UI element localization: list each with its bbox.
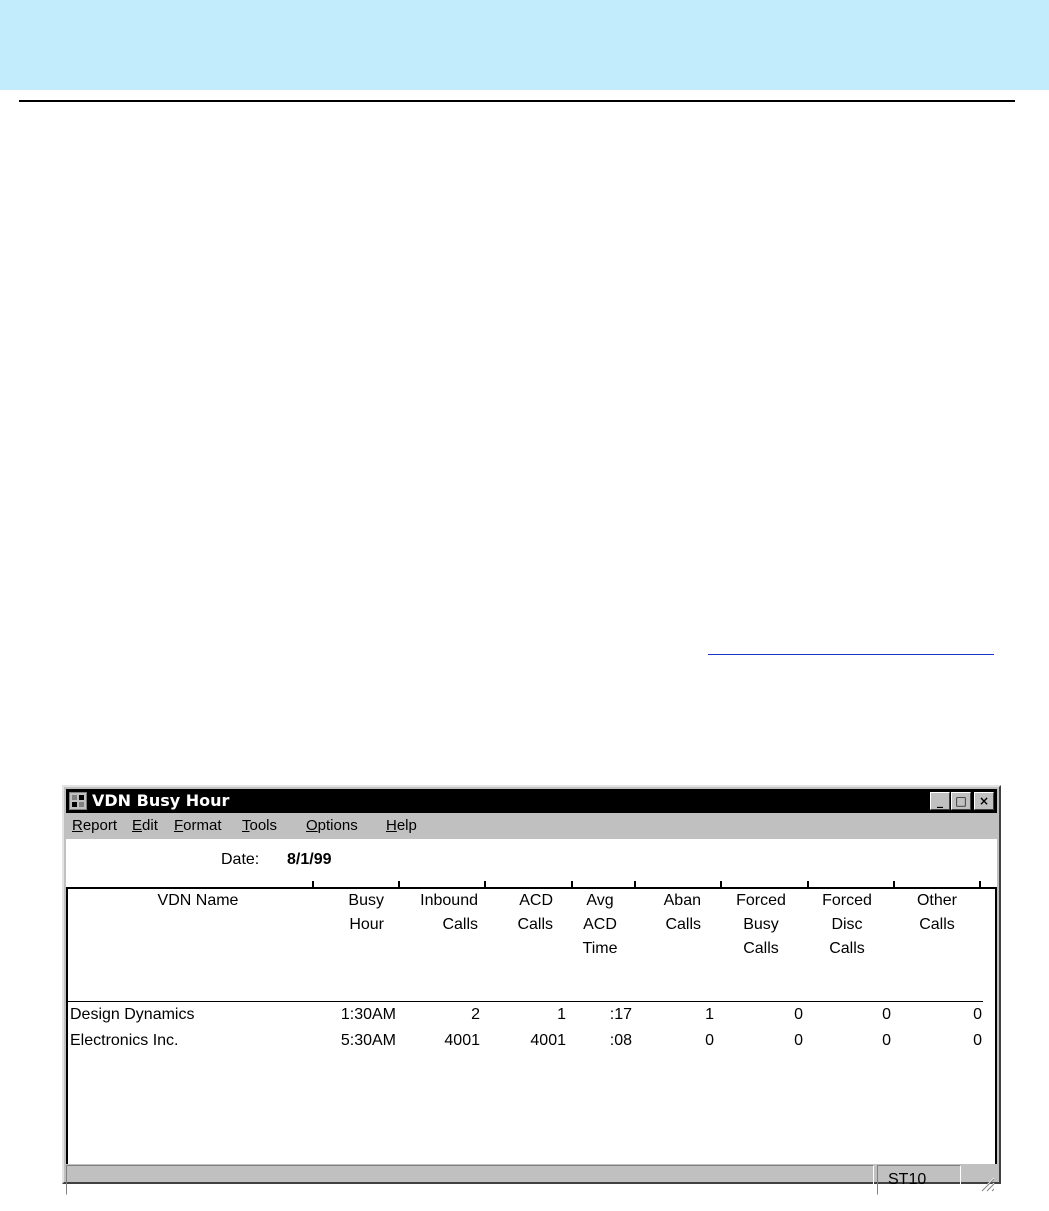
- page-header-band: [0, 0, 1049, 90]
- report-content: [66, 839, 997, 1164]
- date-value: 8/1/99: [287, 851, 332, 868]
- cell-vdn-name: Electronics Inc.: [70, 1032, 179, 1049]
- column-header-vdn-name[interactable]: VDN Name: [157, 892, 239, 909]
- minimize-icon: _: [937, 794, 943, 808]
- menu-help[interactable]: Help: [386, 817, 417, 834]
- window-title: VDN Busy Hour: [92, 791, 230, 810]
- menu-edit[interactable]: Edit: [132, 817, 158, 834]
- column-header-other-calls[interactable]: Other Calls: [916, 892, 957, 933]
- header-rule: [19, 100, 1015, 102]
- column-header-busy-hour[interactable]: Busy Hour: [348, 892, 384, 933]
- menu-bar: [66, 815, 997, 837]
- column-divider[interactable]: [484, 881, 486, 889]
- column-divider[interactable]: [398, 881, 400, 889]
- menu-report[interactable]: Report: [72, 817, 118, 834]
- cell-busy-hour: 1:30AM: [340, 1006, 396, 1023]
- column-header-aban-calls[interactable]: Aban Calls: [663, 892, 701, 933]
- cell-aban-calls: 1: [705, 1006, 714, 1023]
- cell-other-calls: 0: [973, 1006, 982, 1023]
- cell-other-calls: 0: [973, 1032, 982, 1049]
- cell-inbound-calls: 4001: [444, 1032, 480, 1049]
- title-bar[interactable]: [66, 789, 997, 813]
- report-window: [62, 785, 1001, 1188]
- column-header-forced-busy-calls[interactable]: Forced Busy Calls: [736, 892, 786, 957]
- cell-acd-calls: 4001: [530, 1032, 566, 1049]
- status-message: [66, 1165, 874, 1195]
- maximize-icon: □: [955, 794, 967, 808]
- cell-acd-calls: 1: [557, 1006, 566, 1023]
- minimize-button[interactable]: [930, 792, 950, 810]
- maximize-button[interactable]: [951, 792, 971, 810]
- date-label: Date:: [221, 851, 260, 868]
- status-panel-st10: ST10: [877, 1165, 961, 1195]
- cell-avg-acd-time: :17: [609, 1006, 632, 1023]
- close-button[interactable]: [974, 792, 994, 810]
- app-icon[interactable]: [69, 792, 87, 810]
- menu-tools[interactable]: Tools: [242, 817, 278, 834]
- hyperlink-underline[interactable]: [708, 654, 994, 655]
- cell-inbound-calls: 2: [471, 1006, 480, 1023]
- column-divider[interactable]: [979, 881, 981, 889]
- column-header-avg-acd-time[interactable]: Avg ACD Time: [582, 892, 618, 957]
- table-header-rule: [68, 1001, 983, 1002]
- cell-avg-acd-time: :08: [609, 1032, 632, 1049]
- report-table: [66, 887, 997, 1164]
- app-glyph-icon: [70, 793, 86, 809]
- column-divider[interactable]: [312, 881, 314, 889]
- column-divider[interactable]: [634, 881, 636, 889]
- close-icon: ×: [978, 794, 990, 808]
- column-header-forced-disc-calls[interactable]: Forced Disc Calls: [822, 892, 872, 957]
- cell-forced-busy-calls: 0: [794, 1006, 803, 1023]
- cell-forced-busy-calls: 0: [794, 1032, 803, 1049]
- status-bar: [66, 1165, 997, 1188]
- column-header-acd-calls[interactable]: ACD Calls: [517, 892, 553, 933]
- menu-options[interactable]: Options: [306, 817, 358, 834]
- cell-vdn-name: Design Dynamics: [70, 1006, 195, 1023]
- cell-forced-disc-calls: 0: [882, 1032, 891, 1049]
- column-divider[interactable]: [893, 881, 895, 889]
- cell-aban-calls: 0: [705, 1032, 714, 1049]
- resize-grip-icon[interactable]: [975, 1171, 995, 1193]
- cell-busy-hour: 5:30AM: [340, 1032, 396, 1049]
- column-divider[interactable]: [571, 881, 573, 889]
- column-divider[interactable]: [807, 881, 809, 889]
- menu-format[interactable]: Format: [174, 817, 222, 834]
- column-header-inbound-calls[interactable]: Inbound Calls: [420, 892, 478, 933]
- column-divider[interactable]: [720, 881, 722, 889]
- cell-forced-disc-calls: 0: [882, 1006, 891, 1023]
